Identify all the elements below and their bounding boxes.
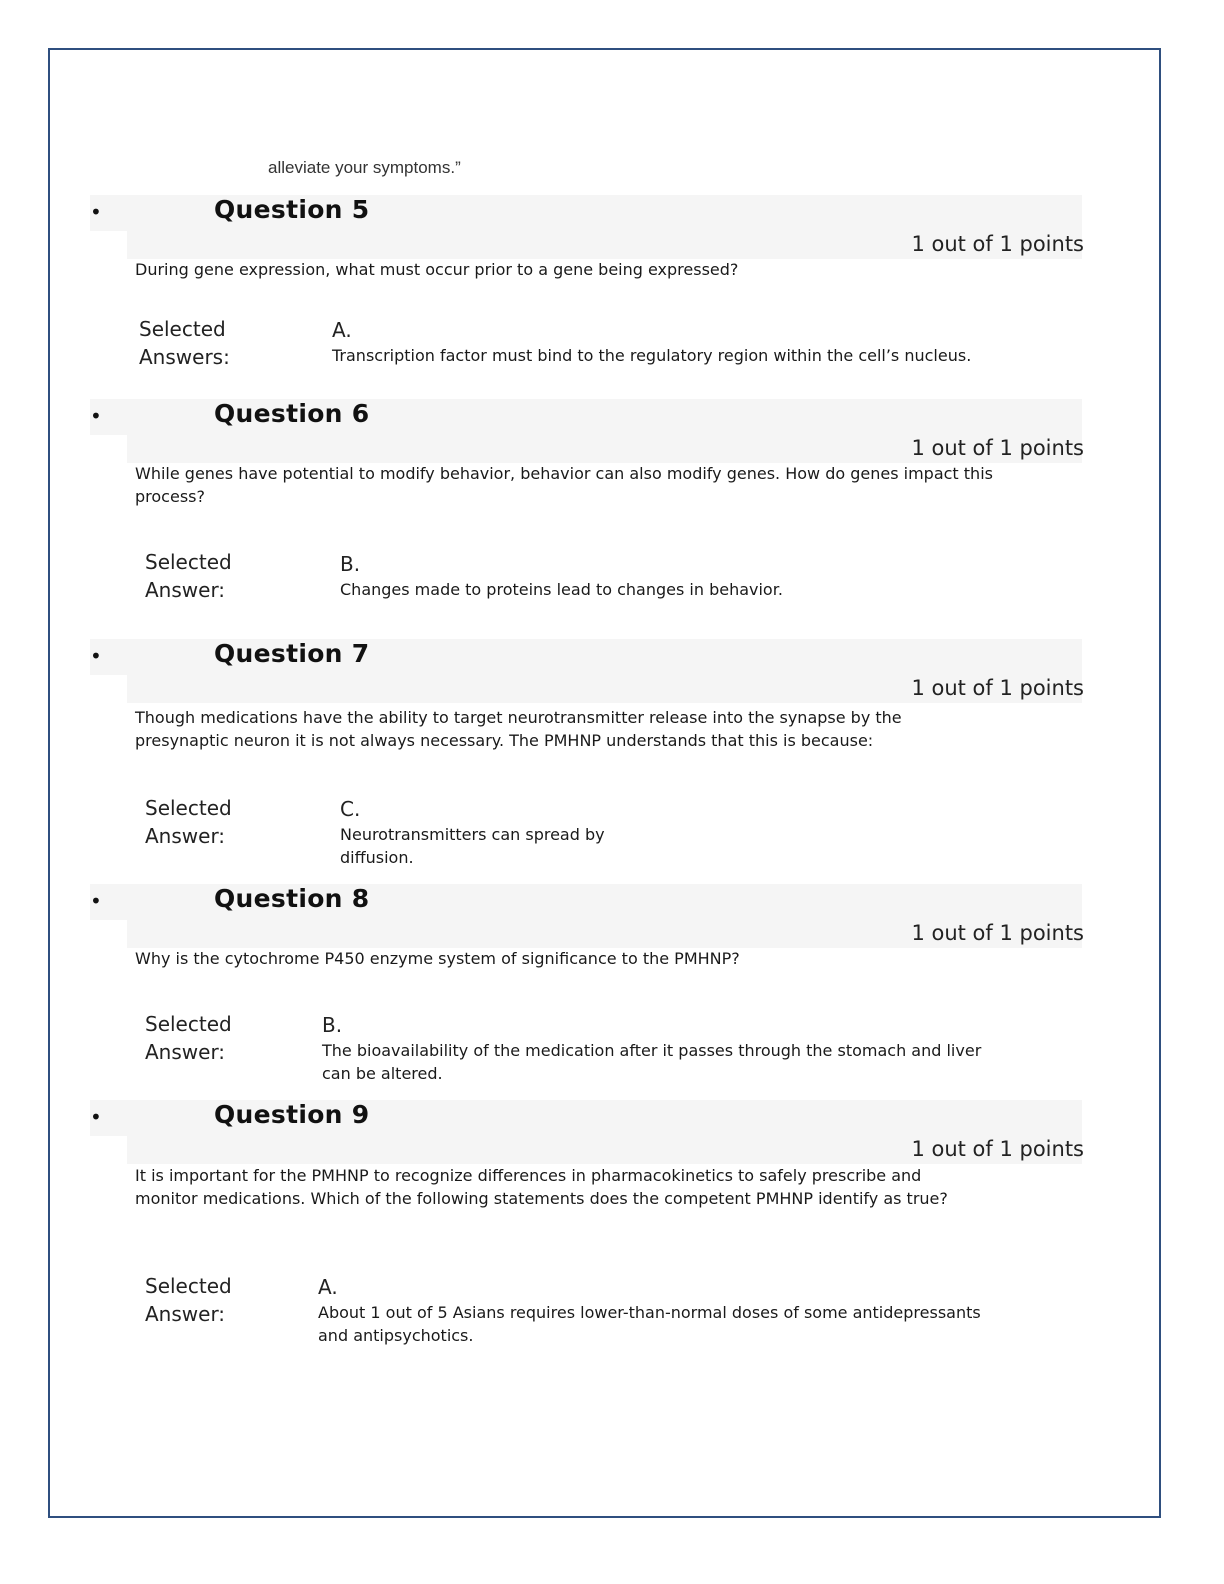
question-text: While genes have potential to modify behavior, behavior can also modify genes. How do genes impact this process? xyxy=(135,464,993,506)
bullet: • xyxy=(90,644,102,668)
carryover-text: alleviate your symptoms.” xyxy=(268,158,461,177)
answer-text: About 1 out of 5 Asians requires lower-than-normal doses of some antidepressants and antipsychotics. xyxy=(318,1303,981,1345)
answer-text: Neurotransmitters can spread by diffusion. xyxy=(340,825,605,867)
answer-letter: B. xyxy=(322,1013,343,1037)
answer-text: The bioavailability of the medication after it passes through the stomach and liver can be altered. xyxy=(322,1041,982,1083)
answer-text: Transcription factor must bind to the regulatory region within the cell’s nucleus. xyxy=(332,346,972,365)
bullet: • xyxy=(90,1105,102,1129)
bullet: • xyxy=(90,404,102,428)
selected-answer-label: Selected Answer: xyxy=(145,550,232,602)
selected-answer-label: Selected Answer: xyxy=(145,1274,232,1326)
question-text: It is important for the PMHNP to recognize differences in pharmacokinetics to safely prescribe and monitor medications. Which of the following statements does the competent PMHNP identify as true? xyxy=(135,1166,948,1208)
selected-answer-label: Selected Answers: xyxy=(139,317,230,369)
points-score: 1 out of 1 points xyxy=(911,921,1084,945)
answer-letter: B. xyxy=(340,552,361,576)
question-title: Question 5 xyxy=(214,195,370,224)
question-text: Why is the cytochrome P450 enzyme system of significance to the PMHNP? xyxy=(135,949,740,968)
bullet: • xyxy=(90,889,102,913)
question-title: Question 9 xyxy=(214,1100,370,1129)
points-score: 1 out of 1 points xyxy=(911,676,1084,700)
answer-letter: C. xyxy=(340,797,361,821)
question-title: Question 8 xyxy=(214,884,370,913)
selected-answer-label: Selected Answer: xyxy=(145,1012,232,1064)
question-text: Though medications have the ability to target neurotransmitter release into the synapse by the presynaptic neuron it is not always necessary. The PMHNP understands that this is because: xyxy=(135,708,902,750)
question-title: Question 6 xyxy=(214,399,370,428)
question-title: Question 7 xyxy=(214,639,370,668)
question-text: During gene expression, what must occur prior to a gene being expressed? xyxy=(135,260,739,279)
selected-answer-label: Selected Answer: xyxy=(145,796,232,848)
bullet: • xyxy=(90,200,102,224)
answer-letter: A. xyxy=(332,318,352,342)
points-score: 1 out of 1 points xyxy=(911,232,1084,256)
points-score: 1 out of 1 points xyxy=(911,436,1084,460)
answer-text: Changes made to proteins lead to changes in behavior. xyxy=(340,580,783,599)
points-score: 1 out of 1 points xyxy=(911,1137,1084,1161)
answer-letter: A. xyxy=(318,1275,338,1299)
